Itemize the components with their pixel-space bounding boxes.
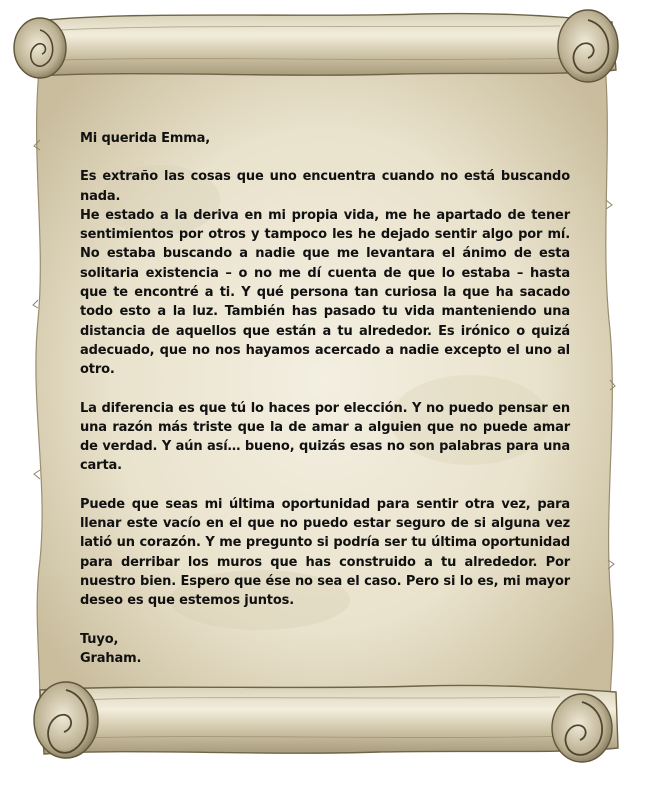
letter-paragraph-4: Puede que seas mi última oportunidad para sentir otra vez, para llenar este vacío en el que no puedo estar seguro de si alguna vez latió un corazón. Y me pregunto si podría ser tu última oportunidad para derribar los muros que has construido a tu alrededor. Por nuestro bien. Espero que ése no sea el caso. Pero si lo es, mi mayor deseo es que estemos juntos. bbox=[80, 496, 570, 609]
bottom-scroll-roll bbox=[34, 682, 618, 762]
letter-greeting: Mi querida Emma, bbox=[80, 131, 211, 146]
letter-text bbox=[80, 129, 570, 668]
letter-paragraph-1: Es extraño las cosas que uno encuentra cuando no está buscando nada. bbox=[80, 169, 570, 204]
letter-paragraph-2: He estado a la deriva en mi propia vida, me he apartado de tener sentimientos por otros y tampoco les he dejado sentir algo por mí. No estaba buscando a nadie que me levantara el ánimo de esta solitaria existencia – o no me dí cuenta de que lo estaba – hasta que te encontré a ti. Y qué persona tan curiosa la que ha sacado todo esto a la luz. También has pasado tu vida manteniendo una distancia de aquellos que están a tu alrededor. Es irónico o quizá adecuado, que no nos hayamos acercado a nadie excepto el uno al otro. bbox=[80, 207, 570, 378]
letter-signature: Graham. bbox=[80, 650, 142, 666]
top-scroll-roll bbox=[14, 10, 618, 82]
letter-paragraph-3: La diferencia es que tú lo haces por elección. Y no puedo pensar en una razón más triste que la de amar a alguien que no puede amar de verdad. Y aún así… bueno, quizás esas no son palabras para una carta. bbox=[80, 400, 570, 474]
letter-closing: Tuyo, bbox=[80, 631, 119, 647]
